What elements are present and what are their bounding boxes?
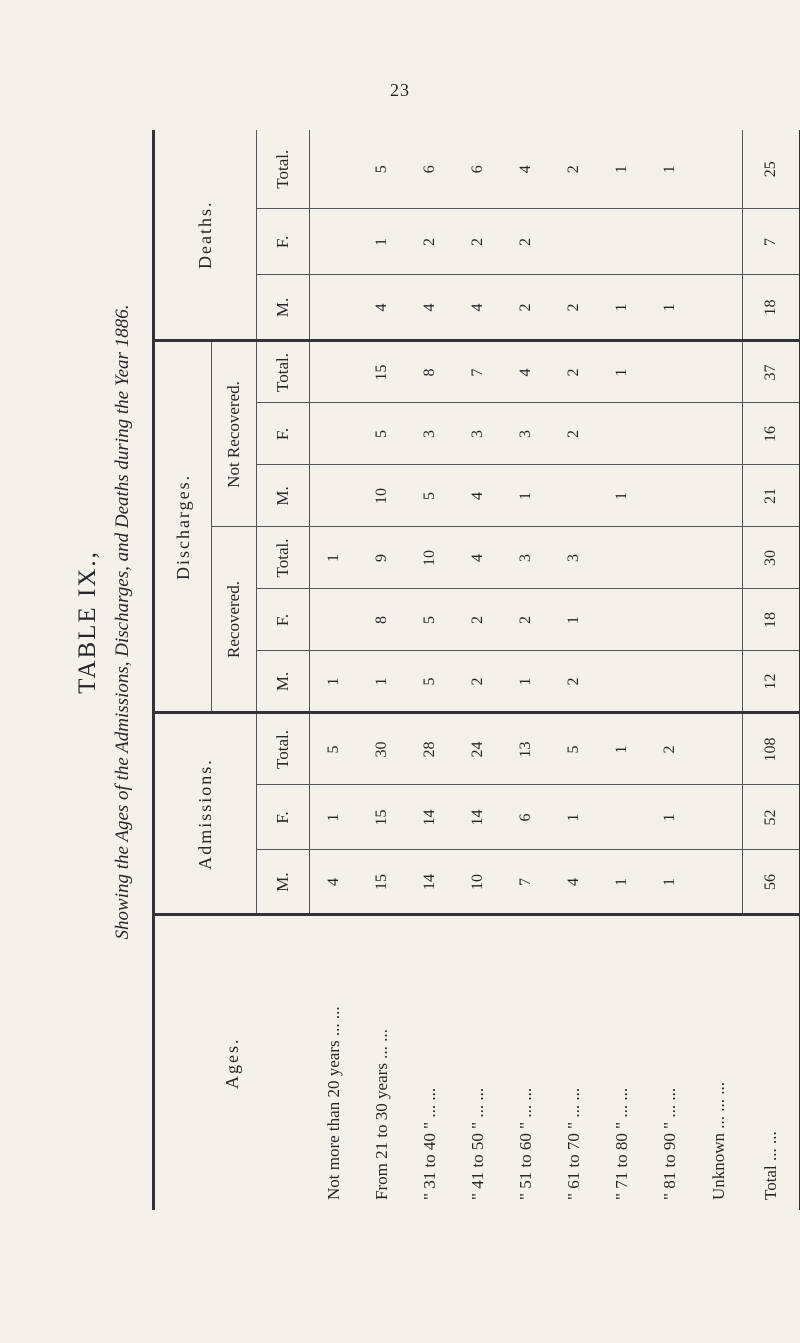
notrec-total-cell: 1 [598,341,646,403]
adm-total-cell: 30 [358,713,406,785]
adm-f-header: F. [257,785,310,850]
notrec-m-cell [550,465,598,527]
deaths-total-cell: 1 [598,130,646,209]
deaths-m-cell [694,275,743,341]
adm-m-cell: 7 [502,850,550,915]
adm-f-cell [598,785,646,850]
recovered-header: Recovered. [212,527,257,713]
deaths-f-cell: 1 [358,209,406,275]
notrec-m-cell [646,465,694,527]
table-row [646,130,694,1210]
rec-m-header: M. [257,651,310,713]
rec-f-cell: 2 [502,589,550,651]
notrec-f-cell: 5 [358,403,406,465]
notrec-f-cell: 16 [743,403,800,465]
rec-m-cell: 2 [550,651,598,713]
deaths-total-cell: 5 [358,130,406,209]
deaths-f-cell: 7 [743,209,800,275]
rec-total-cell [694,527,743,589]
notrec-m-header: M. [257,465,310,527]
rec-m-cell [646,651,694,713]
deaths-total-cell: 1 [646,130,694,209]
age-cell: Not more than 20 years ... ... [323,1006,343,1200]
deaths-total-cell: 6 [454,130,502,209]
age-cell: " 71 to 80 " ... ... [612,1087,632,1200]
notrec-f-cell: 2 [550,403,598,465]
page-number: 23 [390,80,410,100]
rec-total-cell [598,527,646,589]
notrec-m-cell [310,465,359,527]
rec-total-cell: 9 [358,527,406,589]
notrec-f-cell [646,403,694,465]
adm-total-cell: 5 [310,713,359,785]
rec-f-cell [310,589,359,651]
adm-m-cell: 14 [406,850,454,915]
notrec-f-cell [310,403,359,465]
adm-f-cell: 14 [406,785,454,850]
deaths-m-cell: 2 [502,275,550,341]
age-cell: From 21 to 30 years ... ... [372,1029,392,1200]
notrec-f-cell [598,403,646,465]
table-row [358,130,406,1210]
adm-m-header: M. [257,850,310,915]
notrec-m-cell: 1 [502,465,550,527]
rec-f-cell [694,589,743,651]
deaths-total-cell: 2 [550,130,598,209]
notrec-total-cell [310,341,359,403]
admissions-header: Admissions. [154,713,257,915]
adm-f-cell: 1 [550,785,598,850]
notrec-total-cell: 15 [358,341,406,403]
deaths-m-cell: 2 [550,275,598,341]
notrec-total-cell [646,341,694,403]
rec-total-cell: 30 [743,527,800,589]
table-title: TABLE IX., [74,550,101,694]
adm-f-cell: 6 [502,785,550,850]
adm-m-cell: 1 [598,850,646,915]
deaths-total-cell [310,130,359,209]
total-label: Total ... ... [760,1131,780,1200]
adm-f-cell: 1 [646,785,694,850]
deaths-m-cell: 18 [743,275,800,341]
adm-total-cell [694,713,743,785]
rec-f-cell [646,589,694,651]
adm-total-cell: 13 [502,713,550,785]
statistics-table [152,130,800,1210]
deaths-m-header: M. [257,275,310,341]
rec-total-cell [646,527,694,589]
deaths-f-cell [598,209,646,275]
rec-f-cell: 18 [743,589,800,651]
notrec-total-cell: 8 [406,341,454,403]
adm-total-cell: 1 [598,713,646,785]
notrec-f-header: F. [257,403,310,465]
notrec-f-cell: 3 [406,403,454,465]
deaths-m-cell: 4 [454,275,502,341]
deaths-f-cell [694,209,743,275]
deaths-total-cell: 6 [406,130,454,209]
deaths-total-cell: 4 [502,130,550,209]
adm-total-header: Total. [257,713,310,785]
rec-m-cell [694,651,743,713]
notrec-f-cell: 3 [502,403,550,465]
notrec-m-cell: 21 [743,465,800,527]
rec-m-cell: 1 [310,651,359,713]
rec-m-cell [598,651,646,713]
notrec-m-cell: 1 [598,465,646,527]
adm-total-cell: 2 [646,713,694,785]
adm-total-cell: 108 [743,713,800,785]
rec-f-cell: 1 [550,589,598,651]
table-row [454,130,502,1210]
adm-m-cell: 4 [550,850,598,915]
deaths-m-cell: 4 [358,275,406,341]
age-cell: " 41 to 50 " ... ... [468,1087,488,1200]
deaths-f-cell [550,209,598,275]
rec-f-cell [598,589,646,651]
notrec-total-cell [694,341,743,403]
rec-total-header: Total. [257,527,310,589]
discharges-header: Discharges. [154,341,212,713]
adm-total-cell: 24 [454,713,502,785]
table-row [502,130,550,1210]
rec-f-cell: 8 [358,589,406,651]
notrec-total-header: Total. [257,341,310,403]
rec-total-cell: 10 [406,527,454,589]
age-cell: " 31 to 40 " ... ... [420,1087,440,1200]
adm-f-cell: 1 [310,785,359,850]
adm-total-cell: 5 [550,713,598,785]
notrec-total-cell: 37 [743,341,800,403]
age-cell: Unknown ... ... ... [708,1081,728,1200]
deaths-m-cell: 1 [646,275,694,341]
notrec-m-cell: 4 [454,465,502,527]
rec-total-cell: 4 [454,527,502,589]
not-recovered-header: Not Recovered. [212,341,257,527]
adm-f-cell [694,785,743,850]
rec-f-cell: 2 [454,589,502,651]
age-cell: " 81 to 90 " ... ... [660,1087,680,1200]
deaths-total-cell [694,130,743,209]
notrec-total-cell: 7 [454,341,502,403]
adm-m-cell: 56 [743,850,800,915]
rec-total-cell: 1 [310,527,359,589]
age-cell: " 61 to 70 " ... ... [564,1087,584,1200]
notrec-m-cell: 10 [358,465,406,527]
deaths-f-cell: 2 [406,209,454,275]
deaths-f-cell [310,209,359,275]
adm-total-cell: 28 [406,713,454,785]
table-row [598,130,646,1210]
adm-m-cell: 10 [454,850,502,915]
rec-total-cell: 3 [502,527,550,589]
deaths-header: Deaths. [154,130,257,341]
deaths-total-header: Total. [257,130,310,209]
adm-m-cell: 1 [646,850,694,915]
table-row [310,130,359,1210]
rec-total-cell: 3 [550,527,598,589]
rec-f-header: F. [257,589,310,651]
notrec-f-cell: 3 [454,403,502,465]
notrec-f-cell [694,403,743,465]
table-row [550,130,598,1210]
deaths-m-cell: 1 [598,275,646,341]
table-row [694,130,743,1210]
adm-f-cell: 14 [454,785,502,850]
deaths-f-cell: 2 [454,209,502,275]
deaths-f-cell [646,209,694,275]
notrec-m-cell [694,465,743,527]
age-cell: " 51 to 60 " ... ... [516,1087,536,1200]
rec-f-cell: 5 [406,589,454,651]
adm-m-cell: 15 [358,850,406,915]
rec-m-cell: 12 [743,651,800,713]
rec-m-cell: 2 [454,651,502,713]
adm-m-cell: 4 [310,850,359,915]
total-row [743,130,800,1210]
notrec-total-cell: 4 [502,341,550,403]
adm-m-cell [694,850,743,915]
deaths-total-cell: 25 [743,130,800,209]
table-row [406,130,454,1210]
notrec-total-cell: 2 [550,341,598,403]
statistics-table-container [152,130,800,1210]
notrec-m-cell: 5 [406,465,454,527]
deaths-f-cell: 2 [502,209,550,275]
adm-f-cell: 52 [743,785,800,850]
deaths-f-header: F. [257,209,310,275]
table-subtitle: Showing the Ages of the Admissions, Discharges, and Deaths during the Year 1886. [112,304,133,940]
deaths-m-cell [310,275,359,341]
rec-m-cell: 1 [502,651,550,713]
adm-f-cell: 15 [358,785,406,850]
rec-m-cell: 1 [358,651,406,713]
rec-m-cell: 5 [406,651,454,713]
deaths-m-cell: 4 [406,275,454,341]
ages-header: Ages. [221,1037,242,1089]
